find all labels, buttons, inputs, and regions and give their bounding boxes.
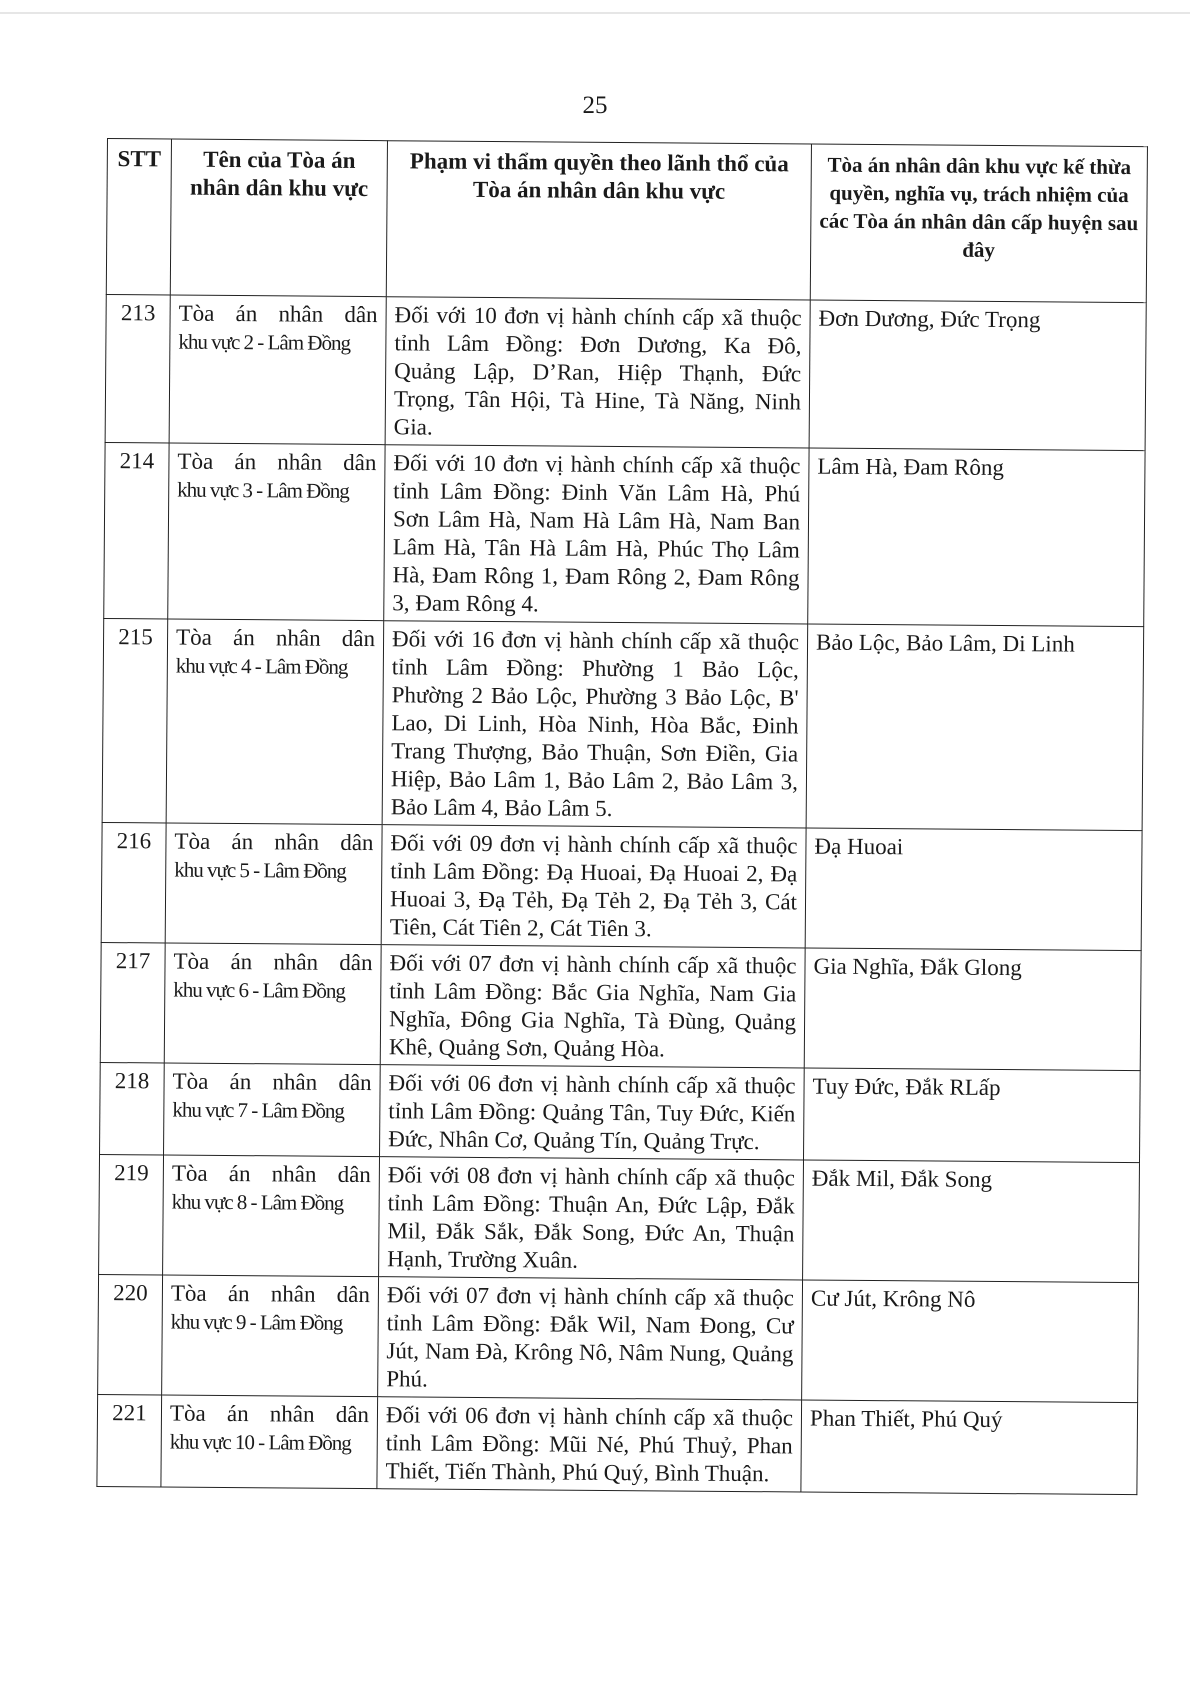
row-court-name bbox=[166, 619, 384, 825]
row-territorial-scope: Đối với 10 đơn vị hành chính cấp xã thuộc tỉnh Lâm Đồng: Đơn Dương, Ka Đô, Quảng Lập, D’Ran, Hiệp Thạnh, Đức Trọng, Tân Hội, Tà Hine, Tà Năng, Ninh Gia. bbox=[385, 297, 810, 448]
header-court-name: Tên của Tòa án nhân dân khu vực bbox=[170, 139, 387, 297]
row-territorial-scope: Đối với 08 đơn vị hành chính cấp xã thuộc tỉnh Lâm Đồng: Thuận An, Đức Lập, Đắk Mil, Đắk Sắk, Đắk Song, Đức An, Thuận Hạnh, Trường Xuân. bbox=[379, 1157, 804, 1280]
scan-edge-line bbox=[0, 12, 1190, 14]
table-row bbox=[98, 1274, 1139, 1402]
header-successor-courts: Tòa án nhân dân khu vực kế thừa quyền, nghĩa vụ, trách nhiệm của các Tòa án nhân dân cấp huyện sau đây bbox=[810, 144, 1147, 303]
court-name-prefix: Tòa án nhân dân bbox=[171, 1160, 371, 1188]
row-court-name bbox=[164, 1063, 381, 1157]
court-name-prefix: Tòa án nhân dân bbox=[172, 1068, 372, 1096]
table-row bbox=[101, 822, 1142, 950]
row-court-name bbox=[169, 295, 386, 445]
table-row bbox=[99, 1154, 1140, 1282]
row-court-name bbox=[162, 1275, 379, 1397]
court-name-prefix: Tòa án nhân dân bbox=[173, 948, 373, 976]
court-name-prefix: Tòa án nhân dân bbox=[175, 624, 376, 652]
court-name-region: khu vực 6 - Lâm Đồng bbox=[173, 977, 346, 1003]
row-territorial-scope: Đối với 09 đơn vị hành chính cấp xã thuộc tỉnh Lâm Đồng: Đạ Huoai, Đạ Huoai 2, Đạ Huoai 3, Đạ Tẻh, Đạ Tẻh 2, Đạ Tẻh 3, Cát Tiên, Cát Tiên 2, Cát Tiên 3. bbox=[381, 825, 806, 948]
row-successor-courts: Đơn Dương, Đức Trọng bbox=[809, 300, 1146, 451]
row-territorial-scope: Đối với 10 đơn vị hành chính cấp xã thuộc tỉnh Lâm Đồng: Đinh Văn Lâm Hà, Phú Sơn Lâm Hà, Nam Hà Lâm Hà, Nam Ban Lâm Hà, Tân Hà Lâm Hà, Phúc Thọ Lâm Hà, Đam Rông 1, Đam Rông 2, Đam Rông 3, Đam Rông 4. bbox=[384, 445, 809, 624]
court-name-region: khu vực 4 - Lâm Đồng bbox=[175, 653, 348, 679]
row-successor-courts: Đắk Mil, Đắk Song bbox=[803, 1160, 1140, 1283]
header-stt: STT bbox=[106, 139, 171, 295]
row-successor-courts: Gia Nghĩa, Đắk Glong bbox=[804, 948, 1141, 1071]
row-successor-courts: Đạ Huoai bbox=[805, 828, 1142, 951]
row-stt: 220 bbox=[98, 1274, 163, 1394]
court-name-region: khu vực 8 - Lâm Đồng bbox=[171, 1189, 344, 1215]
row-court-name bbox=[168, 443, 385, 621]
table-row bbox=[100, 1062, 1141, 1162]
row-successor-courts: Cư Jút, Krông Nô bbox=[802, 1280, 1139, 1403]
table-row bbox=[97, 1394, 1138, 1494]
row-court-name bbox=[161, 1395, 378, 1489]
row-territorial-scope: Đối với 06 đơn vị hành chính cấp xã thuộc tỉnh Lâm Đồng: Mũi Né, Phú Thuỷ, Phan Thiết, Tiến Thành, Phú Quý, Bình Thuận. bbox=[377, 1397, 802, 1492]
row-stt: 213 bbox=[105, 294, 170, 442]
table-row bbox=[104, 442, 1145, 626]
court-name-prefix: Tòa án nhân dân bbox=[178, 300, 378, 328]
table-row bbox=[105, 294, 1146, 450]
court-name-region: khu vực 7 - Lâm Đồng bbox=[172, 1097, 345, 1123]
table-body bbox=[97, 294, 1146, 1494]
court-name-prefix: Tòa án nhân dân bbox=[170, 1280, 371, 1308]
row-successor-courts: Tuy Đức, Đắk RLấp bbox=[803, 1068, 1140, 1163]
row-court-name bbox=[164, 943, 381, 1065]
court-name-prefix: Tòa án nhân dân bbox=[177, 448, 377, 476]
row-stt: 214 bbox=[104, 442, 169, 618]
header-territorial-scope: Phạm vi thẩm quyền theo lãnh thổ của Tòa án nhân dân khu vực bbox=[386, 141, 811, 300]
table-header-row bbox=[106, 139, 1147, 303]
court-name-region: khu vực 5 - Lâm Đồng bbox=[174, 857, 346, 883]
row-stt: 219 bbox=[99, 1154, 164, 1274]
row-stt: 217 bbox=[100, 942, 165, 1062]
court-name-region: khu vực 10 - Lâm Đồng bbox=[169, 1429, 351, 1455]
row-territorial-scope: Đối với 06 đơn vị hành chính cấp xã thuộc tỉnh Lâm Đồng: Quảng Tân, Tuy Đức, Kiến Đức, Nhân Cơ, Quảng Tín, Quảng Trực. bbox=[380, 1065, 805, 1160]
row-court-name bbox=[165, 823, 382, 945]
row-territorial-scope: Đối với 07 đơn vị hành chính cấp xã thuộc tỉnh Lâm Đồng: Bắc Gia Nghĩa, Nam Gia Nghĩa, Đông Gia Nghĩa, Tà Đùng, Quảng Khê, Quảng Sơn, Quảng Hòa. bbox=[380, 945, 805, 1068]
court-jurisdiction-table bbox=[96, 138, 1148, 1495]
court-name-region: khu vực 9 - Lâm Đồng bbox=[170, 1309, 343, 1335]
row-successor-courts: Phan Thiết, Phú Quý bbox=[801, 1400, 1138, 1495]
row-stt: 216 bbox=[101, 822, 166, 942]
row-successor-courts: Bảo Lộc, Bảo Lâm, Di Linh bbox=[806, 624, 1144, 831]
row-stt: 215 bbox=[102, 618, 168, 822]
table-row bbox=[100, 942, 1141, 1070]
page-number: 25 bbox=[582, 92, 608, 119]
row-territorial-scope: Đối với 16 đơn vị hành chính cấp xã thuộc tỉnh Lâm Đồng: Phường 1 Bảo Lộc, Phường 2 Bảo Lộc, Phường 3 Bảo Lộc, B' Lao, Di Linh, Hòa Ninh, Hòa Bắc, Đinh Trang Thượng, Bảo Thuận, Sơn Điền, Gia Hiệp, Bảo Lâm 1, Bảo Lâm 2, Bảo Lâm 3, Bảo Lâm 4, Bảo Lâm 5. bbox=[382, 621, 808, 828]
row-successor-courts: Lâm Hà, Đam Rông bbox=[808, 448, 1145, 627]
court-name-prefix: Tòa án nhân dân bbox=[174, 828, 374, 856]
court-name-region: khu vực 2 - Lâm Đồng bbox=[178, 329, 351, 355]
table-row bbox=[102, 618, 1144, 830]
row-territorial-scope: Đối với 07 đơn vị hành chính cấp xã thuộc tỉnh Lâm Đồng: Đắk Wil, Nam Đong, Cư Jút, Nam Đà, Krông Nô, Nâm Nung, Quảng Phú. bbox=[378, 1277, 803, 1400]
court-name-region: khu vực 3 - Lâm Đồng bbox=[177, 477, 349, 503]
row-court-name bbox=[163, 1155, 380, 1277]
row-stt: 218 bbox=[100, 1062, 165, 1154]
row-stt: 221 bbox=[97, 1394, 162, 1486]
court-name-prefix: Tòa án nhân dân bbox=[169, 1400, 370, 1428]
